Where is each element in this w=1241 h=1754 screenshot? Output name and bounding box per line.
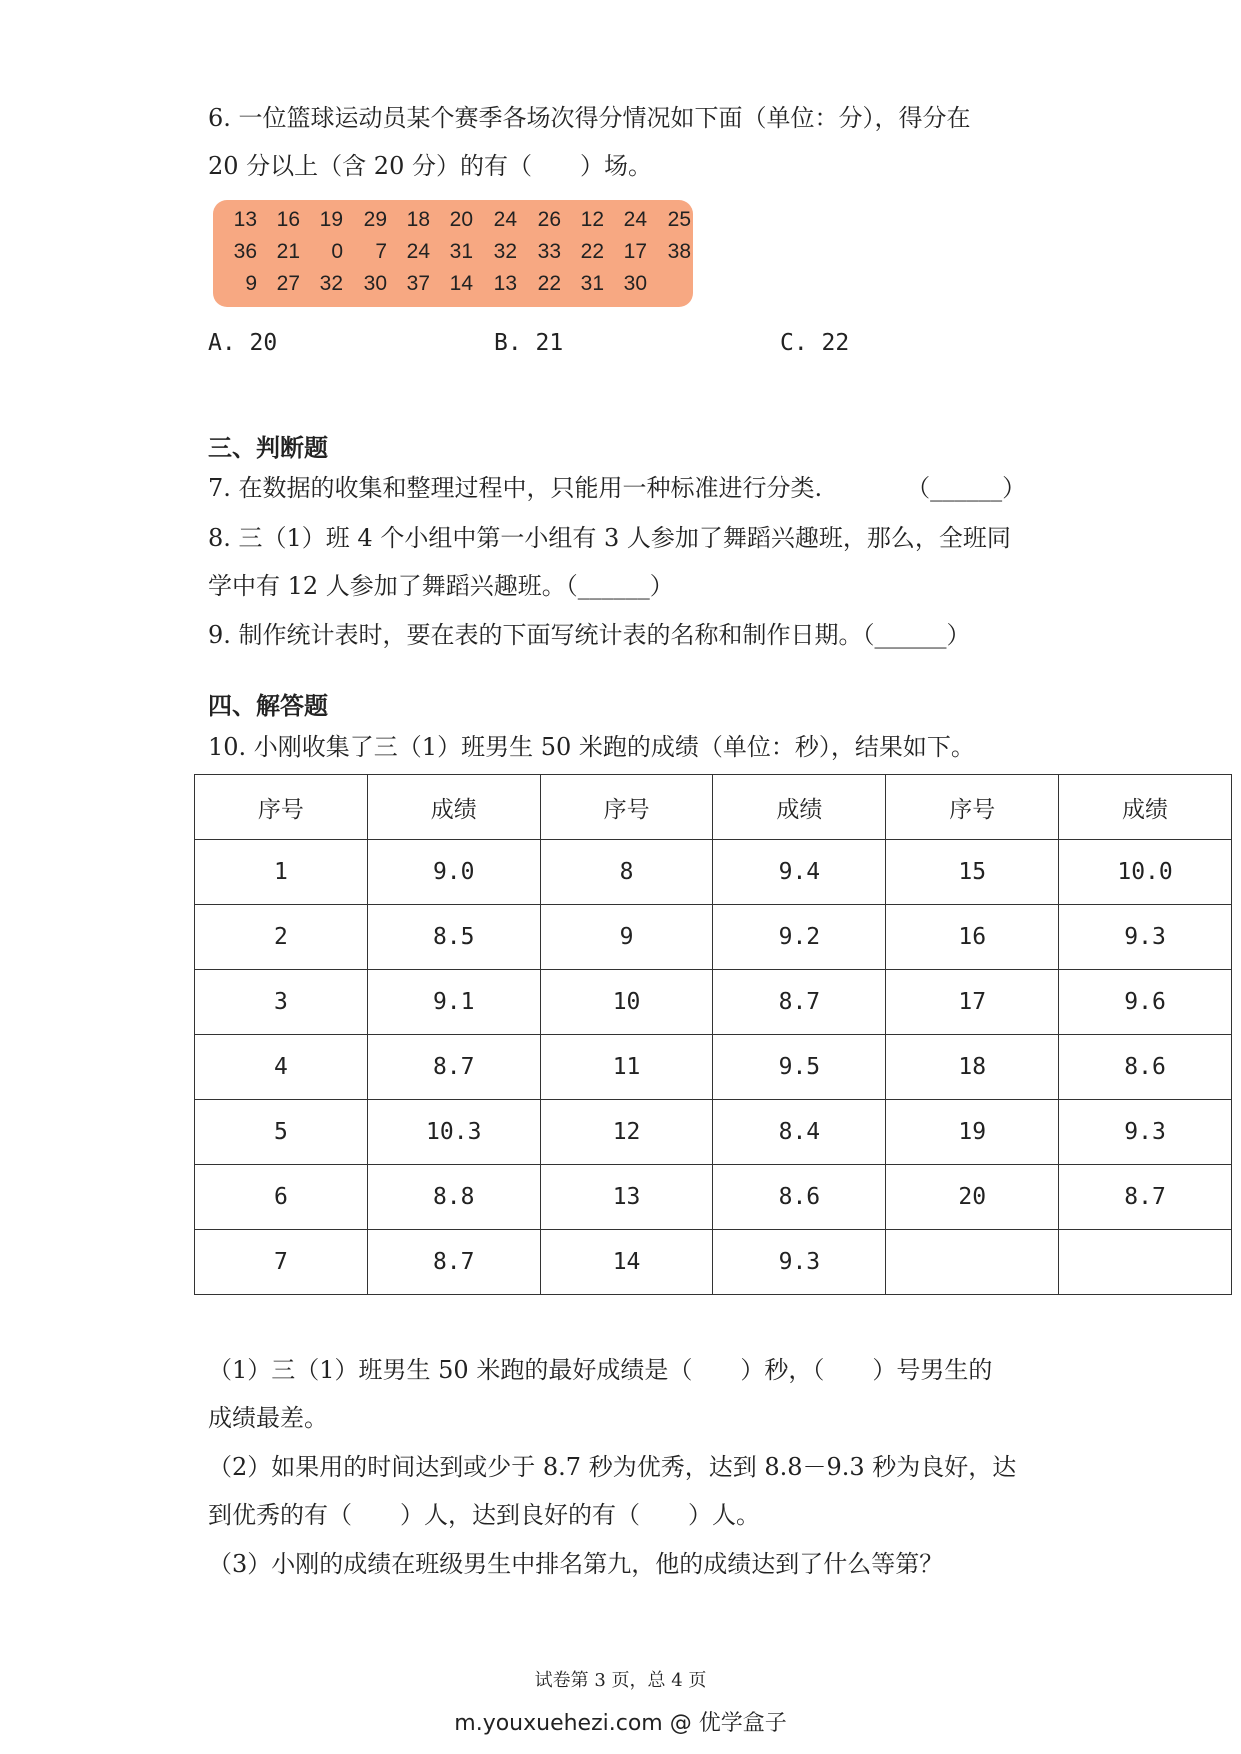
q9-text: 9. 制作统计表时，要在表的下面写统计表的名称和制作日期。（______） — [208, 621, 971, 649]
table-row — [195, 970, 1232, 1035]
score-value: 22 — [537, 272, 561, 295]
score-value: 32 — [493, 240, 517, 263]
table-cell: 8.6 — [1059, 1035, 1232, 1100]
table-cell: 9.3 — [713, 1230, 886, 1295]
score-value: 12 — [580, 208, 604, 231]
score-value: 32 — [319, 272, 343, 295]
table-cell: 4 — [195, 1035, 368, 1100]
table-cell: 9.2 — [713, 905, 886, 970]
page-footer: 试卷第 3 页，总 4 页 — [534, 1670, 707, 1691]
score-value: 22 — [580, 240, 604, 263]
table-cell: 10 — [540, 970, 713, 1035]
score-value: 27 — [276, 272, 300, 295]
header-cell: 序号 — [886, 775, 1059, 840]
table-cell: 9.0 — [367, 840, 540, 905]
score-value: 13 — [493, 272, 517, 295]
table-header-row — [195, 775, 1232, 840]
table-row — [195, 1165, 1232, 1230]
table-cell: 8.6 — [713, 1165, 886, 1230]
header-cell: 成绩 — [1059, 775, 1232, 840]
table-cell: 8.7 — [367, 1230, 540, 1295]
table-cell — [1059, 1230, 1232, 1295]
table-cell: 16 — [886, 905, 1059, 970]
sub2-line2: 到优秀的有（ ）人，达到良好的有（ ）人。 — [208, 1501, 760, 1529]
table-row — [195, 1100, 1232, 1165]
sub2-line1: （2）如果用的时间达到或少于 8.7 秒为优秀，达到 8.8－9.3 秒为良好，达 — [208, 1453, 1017, 1481]
score-value: 0 — [331, 240, 343, 263]
table-cell: 9 — [540, 905, 713, 970]
score-value: 38 — [667, 240, 691, 263]
score-value: 19 — [319, 208, 343, 231]
table-cell: 6 — [195, 1165, 368, 1230]
table-cell: 10.0 — [1059, 840, 1232, 905]
section4-title: 四、解答题 — [208, 692, 328, 720]
table-cell — [886, 1230, 1059, 1295]
option-c: C. 22 — [780, 330, 850, 356]
sub1-line2: 成绩最差。 — [208, 1404, 328, 1432]
table-row — [195, 1230, 1232, 1295]
table-cell: 8.7 — [367, 1035, 540, 1100]
score-value: 31 — [580, 272, 604, 295]
score-value: 14 — [449, 272, 473, 295]
table-cell: 9.4 — [713, 840, 886, 905]
header-cell: 成绩 — [713, 775, 886, 840]
table-cell: 1 — [195, 840, 368, 905]
q8-text-line2: 学中有 12 人参加了舞蹈兴趣班。（______） — [208, 572, 674, 600]
table-cell: 2 — [195, 905, 368, 970]
score-value: 31 — [449, 240, 473, 263]
score-value: 30 — [623, 272, 647, 295]
option-a: A. 20 — [208, 330, 278, 356]
table-cell: 7 — [195, 1230, 368, 1295]
watermark: m.youxuehezi.com @ 优学盒子 — [454, 1711, 787, 1736]
section3-title: 三、判断题 — [208, 434, 328, 462]
table-cell: 17 — [886, 970, 1059, 1035]
score-value: 33 — [537, 240, 561, 263]
table-cell: 9.3 — [1059, 1100, 1232, 1165]
table-cell: 15 — [886, 840, 1059, 905]
score-value: 37 — [406, 272, 430, 295]
table-cell: 8.7 — [713, 970, 886, 1035]
score-value: 7 — [375, 240, 387, 263]
table-cell: 8.5 — [367, 905, 540, 970]
table-cell: 13 — [540, 1165, 713, 1230]
table-cell: 18 — [886, 1035, 1059, 1100]
header-cell: 成绩 — [367, 775, 540, 840]
grades-table — [194, 774, 1232, 1295]
score-value: 29 — [363, 208, 387, 231]
table-cell: 11 — [540, 1035, 713, 1100]
table-cell: 20 — [886, 1165, 1059, 1230]
table-cell: 9.3 — [1059, 905, 1232, 970]
score-value: 36 — [233, 240, 257, 263]
table-cell: 10.3 — [367, 1100, 540, 1165]
q6-text-line2: 20 分以上（含 20 分）的有（ ）场。 — [208, 152, 652, 180]
scores-box — [213, 200, 693, 307]
score-value: 24 — [406, 240, 430, 263]
header-cell: 序号 — [195, 775, 368, 840]
table-cell: 8.4 — [713, 1100, 886, 1165]
table-row — [195, 840, 1232, 905]
q7-text: 7. 在数据的收集和整理过程中，只能用一种标准进行分类. （______） — [208, 474, 1027, 502]
score-value: 21 — [276, 240, 300, 263]
table-cell: 8.7 — [1059, 1165, 1232, 1230]
q10-text: 10. 小刚收集了三（1）班男生 50 米跑的成绩（单位：秒），结果如下。 — [208, 733, 975, 761]
table-cell: 9.6 — [1059, 970, 1232, 1035]
sub3-text: （3）小刚的成绩在班级男生中排名第九，他的成绩达到了什么等第？ — [208, 1550, 944, 1578]
score-value: 9 — [245, 272, 257, 295]
score-value: 20 — [449, 208, 473, 231]
q6-text-line1: 6. 一位篮球运动员某个赛季各场次得分情况如下面（单位：分），得分在 — [208, 104, 971, 132]
table-cell: 3 — [195, 970, 368, 1035]
table-cell: 14 — [540, 1230, 713, 1295]
q8-text-line1: 8. 三（1）班 4 个小组中第一小组有 3 人参加了舞蹈兴趣班，那么，全班同 — [208, 524, 1011, 552]
header-cell: 序号 — [540, 775, 713, 840]
score-value: 26 — [537, 208, 561, 231]
score-value: 30 — [363, 272, 387, 295]
table-cell: 5 — [195, 1100, 368, 1165]
table-row — [195, 1035, 1232, 1100]
score-value: 25 — [667, 208, 691, 231]
score-value: 24 — [623, 208, 647, 231]
score-value: 18 — [406, 208, 430, 231]
score-value: 17 — [623, 240, 647, 263]
score-value: 13 — [233, 208, 257, 231]
table-cell: 8.8 — [367, 1165, 540, 1230]
sub1-line1: （1）三（1）班男生 50 米跑的最好成绩是（ ）秒，（ ）号男生的 — [208, 1356, 993, 1384]
table-cell: 12 — [540, 1100, 713, 1165]
table-cell: 9.5 — [713, 1035, 886, 1100]
table-cell: 19 — [886, 1100, 1059, 1165]
score-value: 24 — [493, 208, 517, 231]
table-cell: 8 — [540, 840, 713, 905]
score-value: 16 — [276, 208, 300, 231]
table-cell: 9.1 — [367, 970, 540, 1035]
table-row — [195, 905, 1232, 970]
option-b: B. 21 — [494, 330, 564, 356]
